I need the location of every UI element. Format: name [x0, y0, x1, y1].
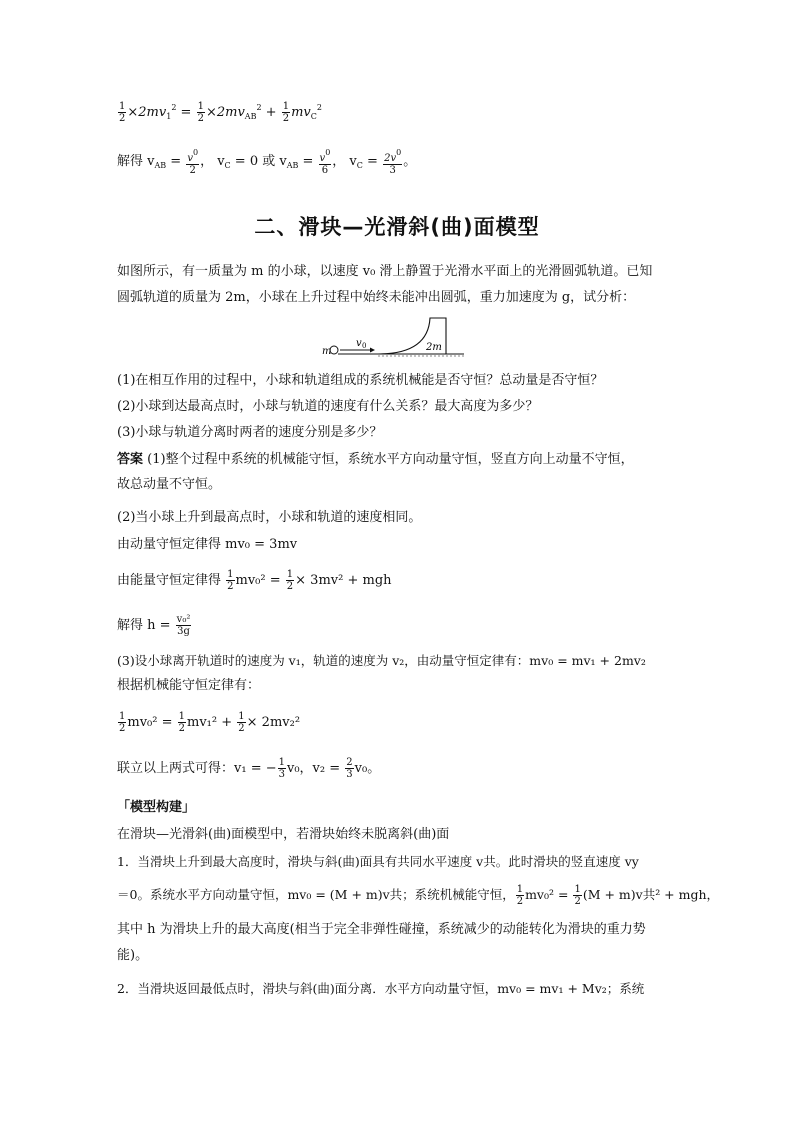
model-p2: ＝0。系统水平方向动量守恒，mv₀ = (M + m)v共；系统机械能守恒， $\frac{1}{2}$ mv₀² = $\frac{1}{2}$ (M + m)v共² + mgh， — [117, 884, 720, 907]
answer-1: 答案 (1)整个过程中系统的机械能守恒，系统水平方向动量守恒，竖直方向上动量不守恒， — [117, 452, 634, 467]
model-p3: 其中 h 为滑块上升的最大高度(相当于完全非弹性碰撞，系统减少的动能转化为滑块的重力势 — [117, 922, 646, 937]
answer-2d: 解得 h = $\frac{\text{v₀²}}{3g}$ — [117, 614, 191, 637]
model-p4: 能)。 — [117, 948, 149, 963]
arc-track-figure — [318, 314, 468, 360]
velocity-label: v — [356, 338, 362, 349]
answer-2b: 由动量守恒定律得 mv₀ = 3mv — [117, 537, 298, 552]
track-label: 2m — [426, 342, 442, 353]
intro-line-1: 如图所示，有一质量为 m 的小球，以速度 v₀ 滑上静置于光滑水平面上的光滑圆弧轨道。已知 — [117, 264, 653, 279]
track-diagram — [318, 314, 468, 364]
model-p0: 在滑块—光滑斜(曲)面模型中，若滑块始终未脱离斜(曲)面 — [117, 827, 450, 842]
answer-3d: 联立以上两式可得：v₁ = − $\frac{1}{3}$ v₀，v₂ = $\frac{2}{3}$ v₀。 — [117, 757, 381, 780]
section-title: 二、滑块—光滑斜(曲)面模型 — [254, 215, 540, 239]
answer-3c: $\frac{1}{2}$ mv₀² = $\frac{1}{2}$ mv₁² + $\frac{1}{2}$ × 2mv₂² — [119, 711, 301, 734]
solution-line: 解得 $v_{AB}$ = $\frac{v^0}{2}$ ， $v_C = 0$ 或 $v_{AB}$ = $\frac{v^0}{6}$ ， $v_C$ = $\frac{2v^0}{3}$ 。 — [117, 148, 417, 176]
answer-3b: 根据机械能守恒定律有： — [117, 678, 261, 693]
fraction-half: $\frac{1}{2}$ — [119, 101, 126, 124]
question-3: (3)小球与轨道分离时两者的速度分别是多少？ — [117, 425, 383, 440]
answer-2c: 由能量守恒定律得 $\frac{1}{2}$ mv₀² = $\frac{1}{2}$ × 3mv² + mgh — [117, 569, 392, 592]
question-2: (2)小球到达最高点时，小球与轨道的速度有什么关系？最大高度为多少？ — [117, 399, 539, 414]
model-heading: 「模型构建」 — [117, 800, 196, 815]
energy-equation: $\frac{1}{2}$ $\times 2mv_1^2$ = $\frac{1}{2}$ $\times 2mv_{AB}^2$ + $\frac{1}{2}$ $mv_C^2$ — [119, 101, 322, 124]
answer-2: (2)当小球上升到最高点时，小球和轨道的速度相同。 — [117, 510, 422, 525]
velocity-arrow — [370, 348, 375, 353]
answer-3: (3)设小球离开轨道时的速度为 v₁，轨道的速度为 v₂，由动量守恒定律有：mv₀ = mv₁ + 2mv₂ — [117, 653, 646, 668]
ball-label: m — [322, 346, 332, 357]
svg-text:0: 0 — [362, 342, 367, 350]
model-p1: 1．当滑块上升到最大高度时，滑块与斜(曲)面具有共同水平速度 v共。此时滑块的竖直速度 vy — [117, 854, 639, 869]
question-1: (1)在相互作用的过程中，小球和轨道组成的系统机械能是否守恒？总动量是否守恒？ — [117, 373, 604, 388]
answer-label: 答案 — [117, 452, 144, 467]
model-p5: 2．当滑块返回最低点时，滑块与斜(曲)面分离．水平方向动量守恒，mv₀ = mv₁ + Mv₂；系统 — [117, 981, 645, 996]
intro-line-2: 圆弧轨道的质量为 2m，小球在上升过程中始终未能冲出圆弧，重力加速度为 g，试分析： — [117, 290, 636, 305]
answer-1b: 故总动量不守恒。 — [117, 477, 222, 492]
